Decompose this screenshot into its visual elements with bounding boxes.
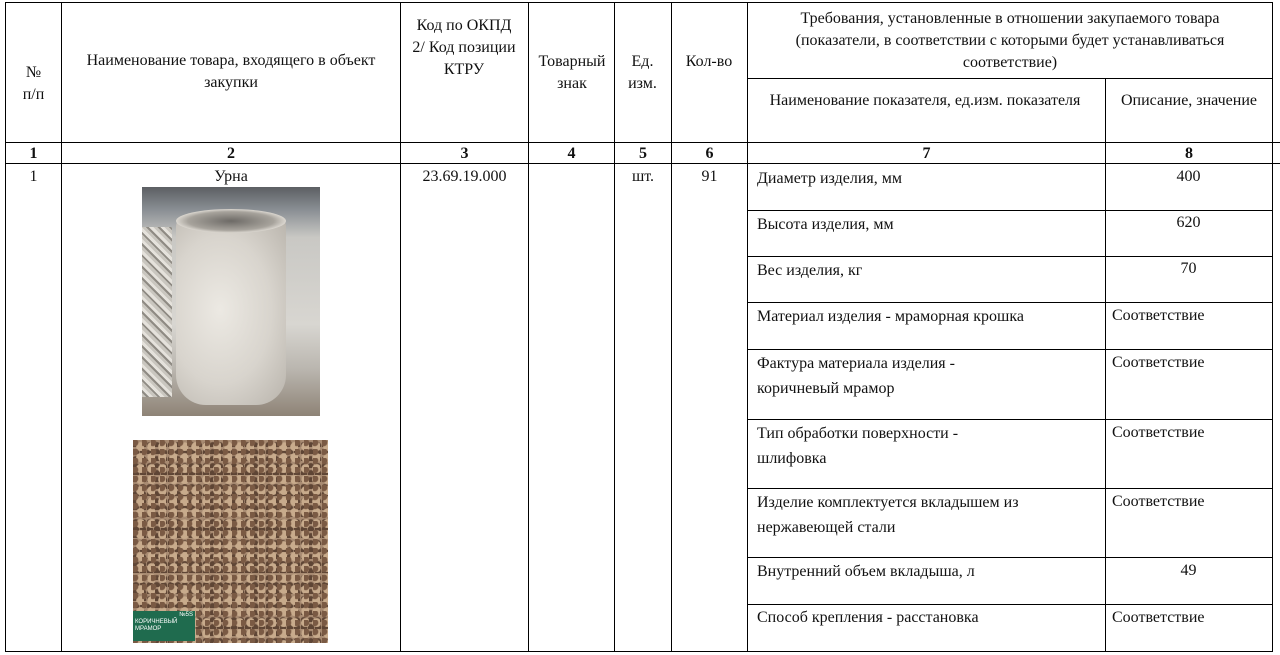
column-number: 5 (639, 145, 647, 162)
param-value: 400 (1176, 168, 1201, 185)
sample-label-number: №5S (179, 612, 193, 618)
header-param-value: Описание, значение (1120, 92, 1258, 109)
grid-line (747, 488, 1273, 489)
grid-line (1272, 2, 1273, 652)
column-number: 6 (705, 145, 714, 162)
urn-product-photo (142, 187, 320, 416)
sample-label-text: КОРИЧНЕВЫЙ МРАМОР (135, 619, 178, 632)
grid-line (747, 419, 1273, 420)
item-unit: шт. (631, 168, 655, 185)
header-no: № п/п (22, 64, 45, 103)
grid-line (5, 142, 1280, 143)
param-value: 49 (1180, 562, 1197, 579)
sample-label (133, 611, 195, 641)
column-number: 3 (460, 145, 469, 162)
item-okpd-code: 23.69.19.000 (422, 168, 507, 185)
param-name: Вес изделия, кг (757, 262, 863, 279)
header-code: Код по ОКПД 2/ Код позиции КТРУ (412, 17, 516, 78)
header-qty: Кол-во (685, 53, 733, 70)
grid-line (747, 256, 1273, 257)
column-number: 2 (227, 145, 235, 162)
grid-line (747, 349, 1273, 350)
param-value: Соответствие (1112, 609, 1205, 626)
urn-opening (176, 209, 286, 233)
param-name: Диаметр изделия, мм (757, 170, 902, 187)
param-name: Способ крепления - расстановка (757, 609, 979, 626)
param-name: Материал изделия - мраморная крошка (757, 308, 1024, 325)
grid-line (747, 302, 1273, 303)
header-name: Наименование товара, входящего в объект закупки (86, 52, 376, 91)
column-number: 4 (567, 145, 576, 162)
param-value: 620 (1176, 214, 1201, 231)
param-name: Изделие комплектуется вкладышем из нержавеющей стали (757, 494, 1019, 536)
grid-line (747, 78, 1273, 79)
param-value: Соответствие (1112, 354, 1205, 371)
grid-line (614, 2, 615, 652)
item-quantity: 91 (701, 168, 718, 185)
param-value: Соответствие (1112, 424, 1205, 441)
param-name: Внутренний объем вкладыша, л (757, 563, 975, 580)
item-no: 1 (29, 168, 38, 185)
header-requirements: Требования, установленные в отношении закупаемого товара (показатели, в соответствии с которыми будет устанавливаться соответствие) (795, 10, 1225, 71)
param-value: Соответствие (1112, 307, 1205, 324)
header-unit: Ед. изм. (628, 53, 657, 92)
param-name: Фактура материала изделия - коричневый мрамор (757, 355, 955, 397)
column-number: 8 (1185, 145, 1193, 162)
param-value: 70 (1180, 260, 1197, 277)
column-number: 1 (29, 145, 38, 162)
urn-body (176, 215, 286, 405)
grid-line (747, 557, 1273, 558)
param-value: Соответствие (1112, 493, 1205, 510)
header-param-name: Наименование показателя, ед.изм. показателя (769, 92, 1081, 109)
grid-line (747, 210, 1273, 211)
header-trademark: Товарный знак (538, 53, 606, 92)
grid-line (5, 651, 1273, 652)
grid-line (61, 2, 62, 652)
granite-block (142, 227, 172, 397)
marble-chips-sample-photo (133, 440, 328, 643)
param-name: Высота изделия, мм (757, 216, 894, 233)
param-name: Тип обработки поверхности - шлифовка (757, 425, 959, 467)
item-name: Урна (214, 168, 248, 185)
grid-line (5, 2, 1273, 3)
grid-line (528, 2, 529, 652)
grid-line (5, 163, 1280, 164)
column-number: 7 (922, 145, 931, 162)
grid-line (671, 2, 672, 652)
grid-line (400, 2, 401, 652)
grid-line (747, 2, 748, 652)
